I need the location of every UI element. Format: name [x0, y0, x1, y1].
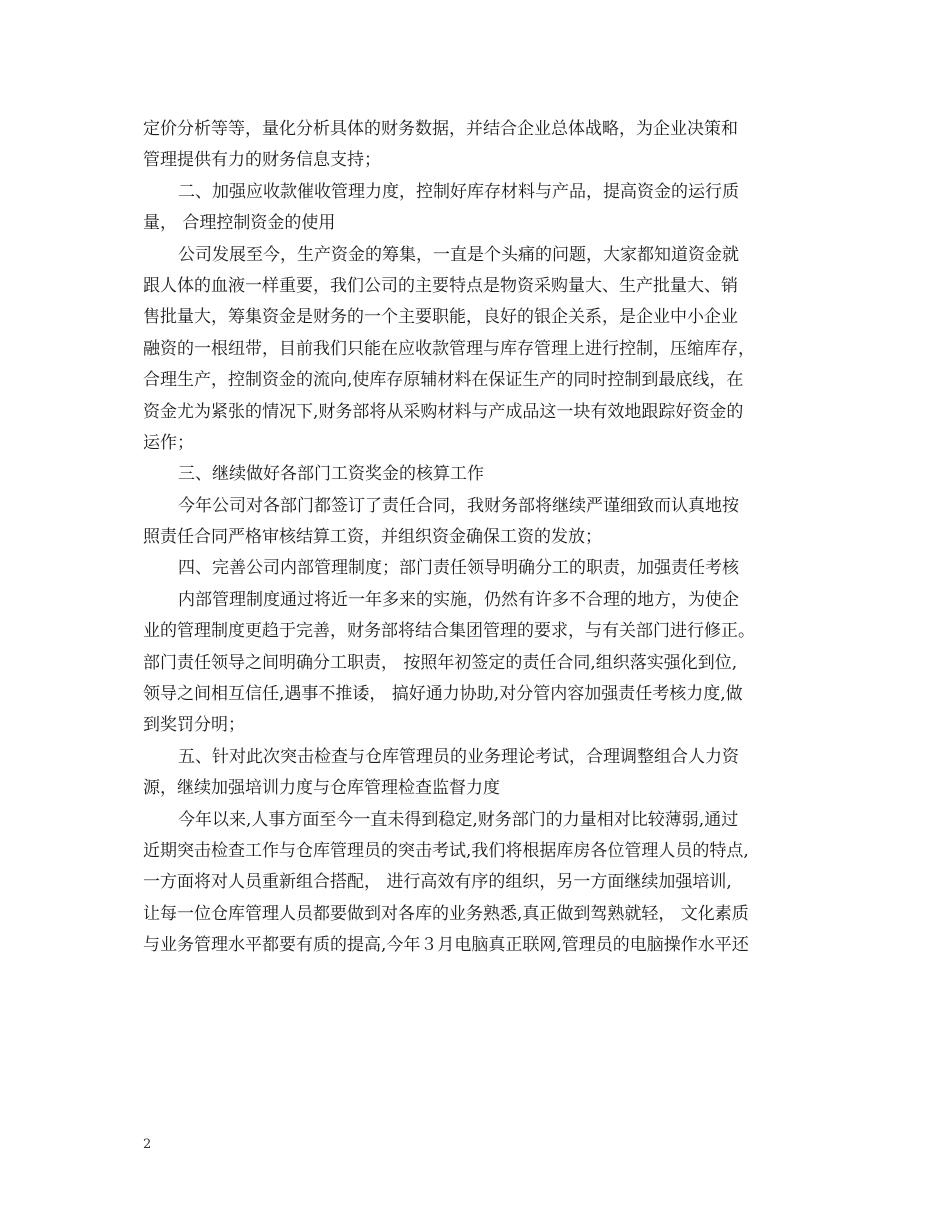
text-line: 部门责任领导之间明确分工职责， 按照年初签定的责任合同,组织落实强化到位, — [143, 652, 738, 673]
text-line: 今年以来,人事方面至今一直未得到稳定,财务部门的力量相对比较薄弱,通过 — [178, 809, 739, 830]
text-line: 公司发展至今，生产资金的筹集，一直是个头痛的问题，大家都知道资金就 — [178, 244, 739, 265]
body-text — [143, 114, 813, 962]
text-line: 售批量大，筹集资金是财务的一个主要职能，良好的银企关系，是企业中小企业 — [143, 307, 738, 328]
text-line: 今年公司对各部门都签订了责任合同，我财务部将继续严谨细致而认真地按 — [178, 495, 739, 516]
text-line: 领导之间相互信任,遇事不推诿， 搞好通力协助,对分管内容加强责任考核力度,做 — [143, 684, 743, 705]
page-number: 2 — [143, 1137, 152, 1152]
text-line: 四、完善公司内部管理制度；部门责任领导明确分工的职责，加强责任考核 — [178, 558, 739, 579]
text-line: 源，继续加强培训力度与仓库管理检查监督力度 — [143, 778, 500, 799]
text-line: 让每一位仓库管理人员都要做到对各库的业务熟悉,真正做到驾熟就轻， 文化素质 — [143, 903, 749, 924]
text-line: 三、继续做好各部门工资奖金的核算工作 — [178, 464, 484, 485]
text-line: 定价分析等等，量化分析具体的财务数据，并结合企业总体战略，为企业决策和 — [143, 119, 738, 139]
text-line: 管理提供有力的财务信息支持； — [143, 150, 381, 171]
text-line: 与业务管理水平都要有质的提高,今年３月电脑真正联网,管理员的电脑操作水平还 — [143, 935, 749, 956]
text-line: 二、加强应收款催收管理力度，控制好库存材料与产品，提高资金的运行质 — [178, 181, 739, 202]
text-line: 业的管理制度更趋于完善，财务部将结合集团管理的要求，与有关部门进行修正。 — [143, 621, 755, 642]
text-line: 运作； — [143, 432, 194, 453]
text-line: 资金尤为紧张的情况下,财务部将从采购材料与产成品这一块有效地跟踪好资金的 — [143, 401, 744, 422]
text-line: 一方面将对人员重新组合搭配， 进行高效有序的组织，另一方面继续加强培训, — [143, 872, 732, 893]
text-line: 跟人体的血液一样重要，我们公司的主要特点是物资采购量大、生产批量大、销 — [143, 275, 738, 296]
text-line: 量， 合理控制资金的使用 — [143, 213, 336, 234]
text-line: 近期突击检查工作与仓库管理员的突击考试,我们将根据库房各位管理人员的特点, — [143, 840, 749, 861]
text-line: 合理生产，控制资金的流向,使库存原辅材料在保证生产的同时控制到最底线，在 — [143, 370, 744, 391]
text-line: 五、针对此次突击检查与仓库管理员的业务理论考试，合理调整组合人力资 — [178, 746, 739, 767]
text-line: 内部管理制度通过将近一年多来的实施，仍然有许多不合理的地方，为使企 — [178, 589, 739, 610]
text-line: 照责任合同严格审核结算工资，并组织资金确保工资的发放； — [143, 527, 602, 548]
text-line: 到奖罚分明； — [143, 715, 245, 736]
text-line: 融资的一根纽带，目前我们只能在应收款管理与库存管理上进行控制，压缩库存， — [143, 338, 755, 359]
